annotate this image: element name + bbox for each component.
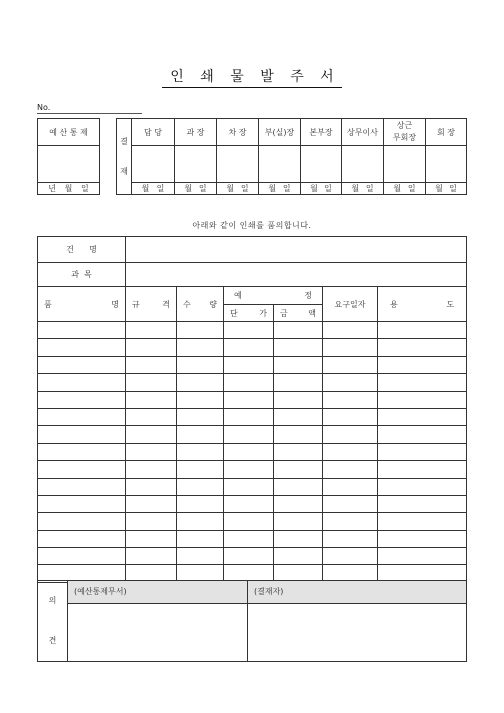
amount-cell[interactable] bbox=[274, 322, 323, 339]
item-name-cell[interactable] bbox=[38, 391, 126, 408]
amount-cell[interactable] bbox=[274, 426, 323, 443]
unit-price-cell[interactable] bbox=[224, 530, 274, 547]
spec-cell[interactable] bbox=[126, 443, 177, 460]
budget-control-stamp-area[interactable] bbox=[38, 146, 100, 182]
item-name-cell[interactable] bbox=[38, 513, 126, 530]
unit-price-cell[interactable] bbox=[224, 478, 274, 495]
approval-col-deputy: 차 장 bbox=[217, 119, 259, 146]
item-name-cell[interactable] bbox=[38, 408, 126, 425]
table-row bbox=[38, 443, 467, 460]
quantity-cell[interactable] bbox=[177, 495, 224, 512]
unit-price-cell[interactable] bbox=[224, 408, 274, 425]
quantity-cell[interactable] bbox=[177, 426, 224, 443]
subject-field[interactable] bbox=[126, 237, 467, 263]
budget-office-opinion-field[interactable] bbox=[68, 603, 248, 662]
item-name-header: 품 명 bbox=[38, 287, 126, 322]
usage-cell[interactable] bbox=[378, 443, 467, 460]
item-name-cell[interactable] bbox=[38, 461, 126, 478]
unit-price-cell[interactable] bbox=[224, 548, 274, 565]
approval-sign-cell[interactable] bbox=[384, 146, 426, 182]
approval-date-cell[interactable] bbox=[301, 182, 342, 194]
account-label: 과 목 bbox=[38, 263, 126, 287]
quantity-cell[interactable] bbox=[177, 513, 224, 530]
table-row bbox=[38, 339, 467, 356]
order-table bbox=[37, 236, 467, 583]
spec-cell[interactable] bbox=[126, 374, 177, 391]
request-date-cell[interactable] bbox=[323, 548, 378, 565]
quantity-cell[interactable] bbox=[177, 374, 224, 391]
usage-cell[interactable] bbox=[378, 322, 467, 339]
item-name-cell[interactable] bbox=[38, 478, 126, 495]
unit-price-cell[interactable] bbox=[224, 461, 274, 478]
quantity-cell[interactable] bbox=[177, 408, 224, 425]
quantity-cell[interactable] bbox=[177, 356, 224, 373]
unit-price-cell[interactable] bbox=[224, 426, 274, 443]
request-date-cell[interactable] bbox=[323, 374, 378, 391]
amount-cell[interactable] bbox=[274, 513, 323, 530]
usage-cell[interactable] bbox=[378, 461, 467, 478]
request-sentence: 아래와 같이 인쇄를 품의합니다. bbox=[192, 221, 312, 230]
approval-date-text: 월 일 bbox=[226, 183, 249, 193]
opinion-side-label: 의 견 bbox=[38, 581, 68, 662]
approval-date-text: 월 일 bbox=[310, 183, 332, 193]
item-name-cell[interactable] bbox=[38, 530, 126, 547]
request-date-cell[interactable] bbox=[323, 426, 378, 443]
amount-cell[interactable] bbox=[274, 461, 323, 478]
amount-cell[interactable] bbox=[274, 374, 323, 391]
unit-price-cell[interactable] bbox=[224, 339, 274, 356]
request-date-cell[interactable] bbox=[323, 391, 378, 408]
usage-cell[interactable] bbox=[378, 513, 467, 530]
table-row bbox=[38, 356, 467, 373]
table-row bbox=[38, 461, 467, 478]
approval-date-text: 월 일 bbox=[393, 183, 416, 193]
quantity-cell[interactable] bbox=[177, 339, 224, 356]
item-name-cell[interactable] bbox=[38, 495, 126, 512]
unit-price-cell[interactable] bbox=[224, 374, 274, 391]
spec-cell[interactable] bbox=[126, 548, 177, 565]
approval-side-label: 결 재 bbox=[117, 119, 132, 195]
approval-date-cell[interactable] bbox=[132, 182, 175, 194]
approval-col-staff: 담 당 bbox=[132, 119, 175, 146]
item-name-cell[interactable] bbox=[38, 548, 126, 565]
unit-price-cell[interactable] bbox=[224, 322, 274, 339]
approval-date-cell[interactable] bbox=[426, 182, 467, 194]
table-row bbox=[38, 426, 467, 443]
spec-cell[interactable] bbox=[126, 426, 177, 443]
amount-cell[interactable] bbox=[274, 478, 323, 495]
table-row bbox=[38, 495, 467, 512]
spec-cell[interactable] bbox=[126, 513, 177, 530]
item-name-cell[interactable] bbox=[38, 374, 126, 391]
approval-date-cell[interactable] bbox=[175, 182, 217, 194]
opinion-box bbox=[37, 580, 467, 662]
approval-date-text: 월 일 bbox=[351, 183, 374, 193]
unit-price-cell[interactable] bbox=[224, 391, 274, 408]
table-row bbox=[38, 408, 467, 425]
quantity-cell[interactable] bbox=[177, 530, 224, 547]
unit-price-cell[interactable] bbox=[224, 495, 274, 512]
amount-header: 금 액 bbox=[274, 305, 323, 322]
subject-label: 건 명 bbox=[38, 237, 126, 263]
amount-cell[interactable] bbox=[274, 339, 323, 356]
request-date-header: 요구일자 bbox=[323, 287, 378, 322]
table-row bbox=[38, 322, 467, 339]
spec-header: 규 격 bbox=[126, 287, 177, 322]
usage-cell[interactable] bbox=[378, 478, 467, 495]
budget-control-header: 예 산 통 제 bbox=[38, 119, 100, 146]
quantity-cell[interactable] bbox=[177, 478, 224, 495]
approval-date-text: 월 일 bbox=[141, 183, 165, 193]
spec-cell[interactable] bbox=[126, 322, 177, 339]
unit-price-cell[interactable] bbox=[224, 513, 274, 530]
spec-cell[interactable] bbox=[126, 461, 177, 478]
spec-cell[interactable] bbox=[126, 339, 177, 356]
approval-date-cell[interactable] bbox=[217, 182, 259, 194]
budget-control-box bbox=[37, 118, 100, 195]
approval-date-text: 월 일 bbox=[435, 183, 457, 193]
usage-cell[interactable] bbox=[378, 495, 467, 512]
item-name-cell[interactable] bbox=[38, 356, 126, 373]
request-date-cell[interactable] bbox=[323, 322, 378, 339]
amount-cell[interactable] bbox=[274, 530, 323, 547]
approval-sign-cell[interactable] bbox=[342, 146, 384, 182]
request-date-cell[interactable] bbox=[323, 356, 378, 373]
table-row bbox=[38, 548, 467, 565]
quantity-header: 수 량 bbox=[177, 287, 224, 322]
document-number-field[interactable]: No. bbox=[37, 103, 142, 114]
spec-cell[interactable] bbox=[126, 408, 177, 425]
estimate-header: 예 정 bbox=[224, 287, 323, 305]
approval-col-managing-director: 상무이사 bbox=[342, 119, 384, 146]
approval-sign-cell[interactable] bbox=[259, 146, 301, 182]
unit-price-header: 단 가 bbox=[224, 305, 274, 322]
quantity-cell[interactable] bbox=[177, 322, 224, 339]
spec-cell[interactable] bbox=[126, 356, 177, 373]
unit-price-cell[interactable] bbox=[224, 356, 274, 373]
usage-cell[interactable] bbox=[378, 426, 467, 443]
request-date-cell[interactable] bbox=[323, 339, 378, 356]
table-row bbox=[38, 513, 467, 530]
usage-header: 용 도 bbox=[378, 287, 467, 322]
approval-col-division-head: 본부장 bbox=[301, 119, 342, 146]
request-date-cell[interactable] bbox=[323, 408, 378, 425]
budget-control-date[interactable]: 년 월 일 bbox=[38, 182, 100, 194]
request-date-cell[interactable] bbox=[323, 530, 378, 547]
amount-cell[interactable] bbox=[274, 495, 323, 512]
table-row bbox=[38, 530, 467, 547]
table-row bbox=[38, 478, 467, 495]
approval-date-cell[interactable] bbox=[342, 182, 384, 194]
usage-cell[interactable] bbox=[378, 374, 467, 391]
budget-office-label: (예산통제무서) bbox=[68, 581, 248, 604]
approval-sign-cell[interactable] bbox=[217, 146, 259, 182]
approval-sign-cell[interactable] bbox=[426, 146, 467, 182]
usage-cell[interactable] bbox=[378, 548, 467, 565]
request-date-cell[interactable] bbox=[323, 495, 378, 512]
usage-cell[interactable] bbox=[378, 339, 467, 356]
item-name-cell[interactable] bbox=[38, 322, 126, 339]
item-name-cell[interactable] bbox=[38, 339, 126, 356]
amount-cell[interactable] bbox=[274, 548, 323, 565]
approval-col-standing-chairman: 상근 무회장 bbox=[384, 119, 426, 146]
spec-cell[interactable] bbox=[126, 391, 177, 408]
request-date-cell[interactable] bbox=[323, 513, 378, 530]
unit-price-cell[interactable] bbox=[224, 443, 274, 460]
amount-cell[interactable] bbox=[274, 391, 323, 408]
approval-col-chairman: 회 장 bbox=[426, 119, 467, 146]
quantity-cell[interactable] bbox=[177, 461, 224, 478]
request-date-cell[interactable] bbox=[323, 478, 378, 495]
approval-sign-cell[interactable] bbox=[175, 146, 217, 182]
table-row bbox=[38, 391, 467, 408]
usage-cell[interactable] bbox=[378, 408, 467, 425]
approval-col-section-chief: 과 장 bbox=[175, 119, 217, 146]
item-name-cell[interactable] bbox=[38, 426, 126, 443]
approval-sign-cell[interactable] bbox=[301, 146, 342, 182]
amount-cell[interactable] bbox=[274, 443, 323, 460]
approval-date-cell[interactable] bbox=[259, 182, 301, 194]
approval-date-cell[interactable] bbox=[384, 182, 426, 194]
approval-sign-cell[interactable] bbox=[132, 146, 175, 182]
amount-cell[interactable] bbox=[274, 356, 323, 373]
page-title: 인 쇄 물 발 주 서 bbox=[0, 66, 504, 86]
account-field[interactable] bbox=[126, 263, 467, 287]
usage-cell[interactable] bbox=[378, 356, 467, 373]
approval-col-dept-head: 부(실)장 bbox=[259, 119, 301, 146]
approver-label: (결재자) bbox=[248, 581, 467, 604]
spec-cell[interactable] bbox=[126, 530, 177, 547]
quantity-cell[interactable] bbox=[177, 391, 224, 408]
approval-box bbox=[116, 118, 467, 195]
approval-date-text: 월 일 bbox=[268, 183, 291, 193]
spec-cell[interactable] bbox=[126, 478, 177, 495]
amount-cell[interactable] bbox=[274, 408, 323, 425]
request-date-cell[interactable] bbox=[323, 443, 378, 460]
request-date-cell[interactable] bbox=[323, 461, 378, 478]
item-name-cell[interactable] bbox=[38, 443, 126, 460]
quantity-cell[interactable] bbox=[177, 443, 224, 460]
table-row bbox=[38, 374, 467, 391]
approval-date-text: 월 일 bbox=[184, 183, 207, 193]
usage-cell[interactable] bbox=[378, 391, 467, 408]
approver-opinion-field[interactable] bbox=[248, 603, 467, 662]
usage-cell[interactable] bbox=[378, 530, 467, 547]
spec-cell[interactable] bbox=[126, 495, 177, 512]
quantity-cell[interactable] bbox=[177, 548, 224, 565]
